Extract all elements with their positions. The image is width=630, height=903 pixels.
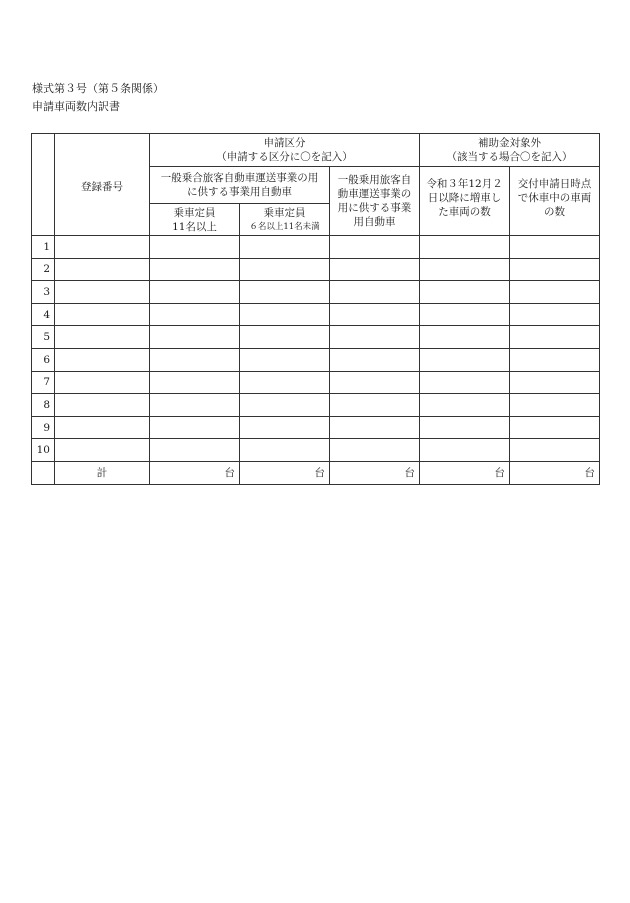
chartered-cell[interactable] <box>330 236 420 259</box>
suspended-cell[interactable] <box>510 326 600 349</box>
capacity-11-plus-cell[interactable] <box>150 281 240 304</box>
increased-cell[interactable] <box>420 281 510 304</box>
row-number: 4 <box>32 303 55 326</box>
table-row <box>32 303 600 326</box>
row-number-header <box>32 134 55 236</box>
chartered-cell[interactable] <box>330 416 420 439</box>
capacity-6-to-10-cell[interactable] <box>240 326 330 349</box>
total-increased[interactable]: 台 <box>420 461 510 484</box>
chartered-cell[interactable] <box>330 258 420 281</box>
subsidy-excluded-title: 補助金対象外 <box>478 137 542 149</box>
increased-cell[interactable] <box>420 303 510 326</box>
subsidy-excluded-header <box>420 134 600 167</box>
table-row <box>32 371 600 394</box>
shared-bus-header: 一般乗合旅客自動車運送事業の用に供する事業用自動車 <box>150 167 330 204</box>
total-capacity-11-plus[interactable]: 台 <box>150 461 240 484</box>
capacity-11-plus-cell[interactable] <box>150 326 240 349</box>
total-chartered[interactable]: 台 <box>330 461 420 484</box>
capacity-range: 11名以上 <box>172 220 217 233</box>
table-row <box>32 348 600 371</box>
capacity-6-to-10-cell[interactable] <box>240 258 330 281</box>
table-row <box>32 281 600 304</box>
capacity-11-plus-header <box>150 204 240 236</box>
suspended-cell[interactable] <box>510 348 600 371</box>
registration-cell[interactable] <box>55 303 150 326</box>
capacity-6-to-10-cell[interactable] <box>240 281 330 304</box>
row-number: 3 <box>32 281 55 304</box>
vehicle-breakdown-table <box>31 133 600 485</box>
chartered-cell[interactable] <box>330 371 420 394</box>
table-row <box>32 394 600 417</box>
capacity-6-to-10-cell[interactable] <box>240 371 330 394</box>
registration-cell[interactable] <box>55 281 150 304</box>
chartered-cell[interactable] <box>330 439 420 462</box>
registration-cell[interactable] <box>55 348 150 371</box>
capacity-6-to-10-cell[interactable] <box>240 303 330 326</box>
registration-cell[interactable] <box>55 371 150 394</box>
row-number: 10 <box>32 439 55 462</box>
total-capacity-6-to-10[interactable]: 台 <box>240 461 330 484</box>
suspended-cell[interactable] <box>510 394 600 417</box>
table-row <box>32 326 600 349</box>
chartered-cell[interactable] <box>330 303 420 326</box>
increased-cell[interactable] <box>420 394 510 417</box>
registration-cell[interactable] <box>55 416 150 439</box>
suspended-vehicles-header: 交付申請日時点で休車中の車両の数 <box>510 167 600 236</box>
application-category-title: 申請区分 <box>263 137 306 149</box>
suspended-cell[interactable] <box>510 371 600 394</box>
table-row <box>32 416 600 439</box>
increased-cell[interactable] <box>420 236 510 259</box>
increased-cell[interactable] <box>420 416 510 439</box>
capacity-11-plus-cell[interactable] <box>150 439 240 462</box>
increased-cell[interactable] <box>420 371 510 394</box>
capacity-6-to-10-cell[interactable] <box>240 394 330 417</box>
table-row <box>32 439 600 462</box>
increased-cell[interactable] <box>420 348 510 371</box>
capacity-label: 乗車定員 <box>173 206 216 219</box>
total-row <box>32 461 600 484</box>
capacity-11-plus-cell[interactable] <box>150 303 240 326</box>
row-number: 2 <box>32 258 55 281</box>
chartered-vehicle-header: 一般乗用旅客自動車運送事業の用に供する事業用自動車 <box>330 167 420 236</box>
application-category-note: （申請する区分に〇を記入） <box>216 151 353 163</box>
document-header <box>32 80 164 116</box>
capacity-11-plus-cell[interactable] <box>150 416 240 439</box>
increased-cell[interactable] <box>420 258 510 281</box>
chartered-cell[interactable] <box>330 326 420 349</box>
subsidy-excluded-note: （該当する場合〇を記入） <box>446 151 573 163</box>
capacity-11-plus-cell[interactable] <box>150 394 240 417</box>
capacity-11-plus-cell[interactable] <box>150 371 240 394</box>
registration-cell[interactable] <box>55 236 150 259</box>
chartered-cell[interactable] <box>330 394 420 417</box>
row-number: 8 <box>32 394 55 417</box>
data-rows <box>32 236 600 485</box>
suspended-cell[interactable] <box>510 303 600 326</box>
total-suspended[interactable]: 台 <box>510 461 600 484</box>
chartered-cell[interactable] <box>330 348 420 371</box>
row-number: 7 <box>32 371 55 394</box>
capacity-label: 乗車定員 <box>263 206 306 219</box>
row-number: 1 <box>32 236 55 259</box>
suspended-cell[interactable] <box>510 258 600 281</box>
capacity-range: ６名以上11名未満 <box>249 221 320 232</box>
suspended-cell[interactable] <box>510 236 600 259</box>
document-title: 申請車両数内訳書 <box>32 100 120 113</box>
registration-cell[interactable] <box>55 439 150 462</box>
capacity-6-to-10-header <box>240 204 330 236</box>
suspended-cell[interactable] <box>510 439 600 462</box>
capacity-6-to-10-cell[interactable] <box>240 236 330 259</box>
row-number: 6 <box>32 348 55 371</box>
capacity-11-plus-cell[interactable] <box>150 236 240 259</box>
capacity-6-to-10-cell[interactable] <box>240 416 330 439</box>
suspended-cell[interactable] <box>510 416 600 439</box>
capacity-11-plus-cell[interactable] <box>150 348 240 371</box>
suspended-cell[interactable] <box>510 281 600 304</box>
table-row <box>32 258 600 281</box>
registration-cell[interactable] <box>55 326 150 349</box>
row-number: 9 <box>32 416 55 439</box>
capacity-11-plus-cell[interactable] <box>150 258 240 281</box>
registration-cell[interactable] <box>55 394 150 417</box>
total-label: 計 <box>55 461 150 484</box>
increased-cell[interactable] <box>420 439 510 462</box>
increased-vehicles-header: 令和３年12月２日以降に増車した車両の数 <box>420 167 510 236</box>
form-number: 様式第３号（第５条関係） <box>32 82 164 95</box>
table-row <box>32 236 600 259</box>
capacity-6-to-10-cell[interactable] <box>240 348 330 371</box>
increased-cell[interactable] <box>420 326 510 349</box>
chartered-cell[interactable] <box>330 281 420 304</box>
row-number: 5 <box>32 326 55 349</box>
registration-cell[interactable] <box>55 258 150 281</box>
total-row-number <box>32 461 55 484</box>
capacity-6-to-10-cell[interactable] <box>240 439 330 462</box>
application-category-header <box>150 134 420 167</box>
registration-number-header: 登録番号 <box>55 134 150 236</box>
